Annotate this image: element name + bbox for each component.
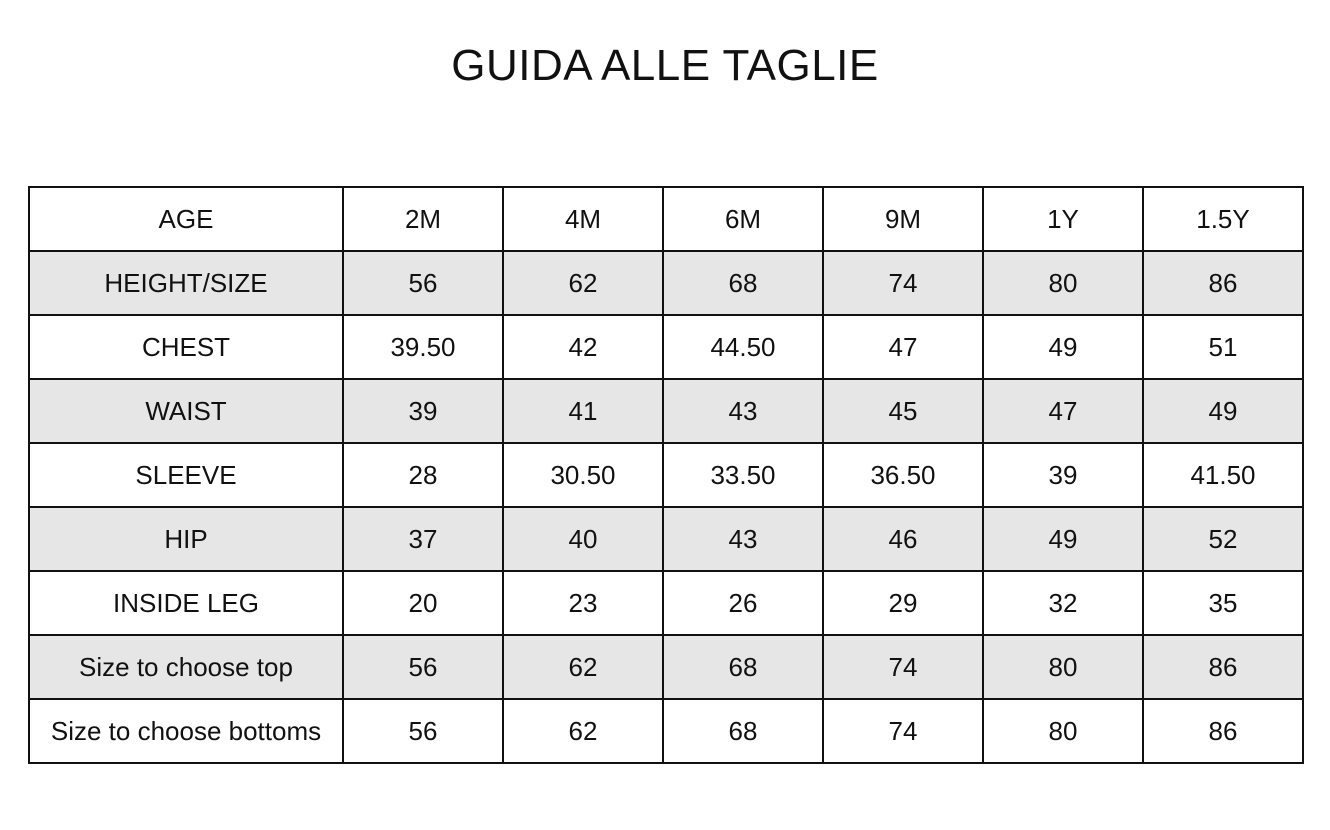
table-row-size-bottoms xyxy=(29,699,1303,763)
table-cell: 40 xyxy=(503,507,663,571)
row-label: Size to choose top xyxy=(29,635,343,699)
table-cell: 47 xyxy=(823,315,983,379)
table-cell: 6M xyxy=(663,187,823,251)
table-cell: 39 xyxy=(983,443,1143,507)
table-cell: 9M xyxy=(823,187,983,251)
table-cell: 68 xyxy=(663,699,823,763)
table-cell: 51 xyxy=(1143,315,1303,379)
row-label: HIP xyxy=(29,507,343,571)
table-cell: 33.50 xyxy=(663,443,823,507)
page-title: GUIDA ALLE TAGLIE xyxy=(451,41,879,90)
row-label: AGE xyxy=(29,187,343,251)
table-row-sleeve xyxy=(29,443,1303,507)
table-cell: 26 xyxy=(663,571,823,635)
row-label: WAIST xyxy=(29,379,343,443)
table-row-waist xyxy=(29,379,1303,443)
row-label: INSIDE LEG xyxy=(29,571,343,635)
table-row-hip xyxy=(29,507,1303,571)
table-cell: 29 xyxy=(823,571,983,635)
table-cell: 62 xyxy=(503,699,663,763)
table-cell: 74 xyxy=(823,699,983,763)
table-cell: 80 xyxy=(983,251,1143,315)
table-cell: 86 xyxy=(1143,635,1303,699)
table-cell: 43 xyxy=(663,507,823,571)
table-cell: 56 xyxy=(343,635,503,699)
table-row-age xyxy=(29,187,1303,251)
table-cell: 2M xyxy=(343,187,503,251)
table-row-height-size xyxy=(29,251,1303,315)
table-cell: 49 xyxy=(983,507,1143,571)
table-cell: 86 xyxy=(1143,251,1303,315)
table-cell: 39 xyxy=(343,379,503,443)
table-cell: 86 xyxy=(1143,699,1303,763)
table-row-size-top xyxy=(29,635,1303,699)
table-cell: 30.50 xyxy=(503,443,663,507)
table-cell: 35 xyxy=(1143,571,1303,635)
table-cell: 49 xyxy=(1143,379,1303,443)
table-cell: 4M xyxy=(503,187,663,251)
table-cell: 47 xyxy=(983,379,1143,443)
row-label: HEIGHT/SIZE xyxy=(29,251,343,315)
row-label: SLEEVE xyxy=(29,443,343,507)
table-cell: 52 xyxy=(1143,507,1303,571)
table-cell: 68 xyxy=(663,635,823,699)
table-cell: 28 xyxy=(343,443,503,507)
table-cell: 56 xyxy=(343,251,503,315)
table-cell: 23 xyxy=(503,571,663,635)
table-cell: 62 xyxy=(503,251,663,315)
table-cell: 37 xyxy=(343,507,503,571)
table-cell: 62 xyxy=(503,635,663,699)
row-label: Size to choose bottoms xyxy=(29,699,343,763)
table-cell: 42 xyxy=(503,315,663,379)
table-cell: 68 xyxy=(663,251,823,315)
table-cell: 43 xyxy=(663,379,823,443)
table-cell: 80 xyxy=(983,699,1143,763)
table-cell: 45 xyxy=(823,379,983,443)
table-cell: 41.50 xyxy=(1143,443,1303,507)
table-cell: 49 xyxy=(983,315,1143,379)
table-cell: 39.50 xyxy=(343,315,503,379)
row-label: CHEST xyxy=(29,315,343,379)
table-cell: 44.50 xyxy=(663,315,823,379)
table-cell: 20 xyxy=(343,571,503,635)
table-row-inside-leg xyxy=(29,571,1303,635)
table-cell: 56 xyxy=(343,699,503,763)
table-row-chest xyxy=(29,315,1303,379)
table-cell: 1Y xyxy=(983,187,1143,251)
table-cell: 74 xyxy=(823,635,983,699)
table-cell: 46 xyxy=(823,507,983,571)
table-cell: 74 xyxy=(823,251,983,315)
table-cell: 41 xyxy=(503,379,663,443)
table-cell: 32 xyxy=(983,571,1143,635)
table-cell: 80 xyxy=(983,635,1143,699)
size-guide-table xyxy=(28,186,1304,764)
table-cell: 36.50 xyxy=(823,443,983,507)
table-cell: 1.5Y xyxy=(1143,187,1303,251)
